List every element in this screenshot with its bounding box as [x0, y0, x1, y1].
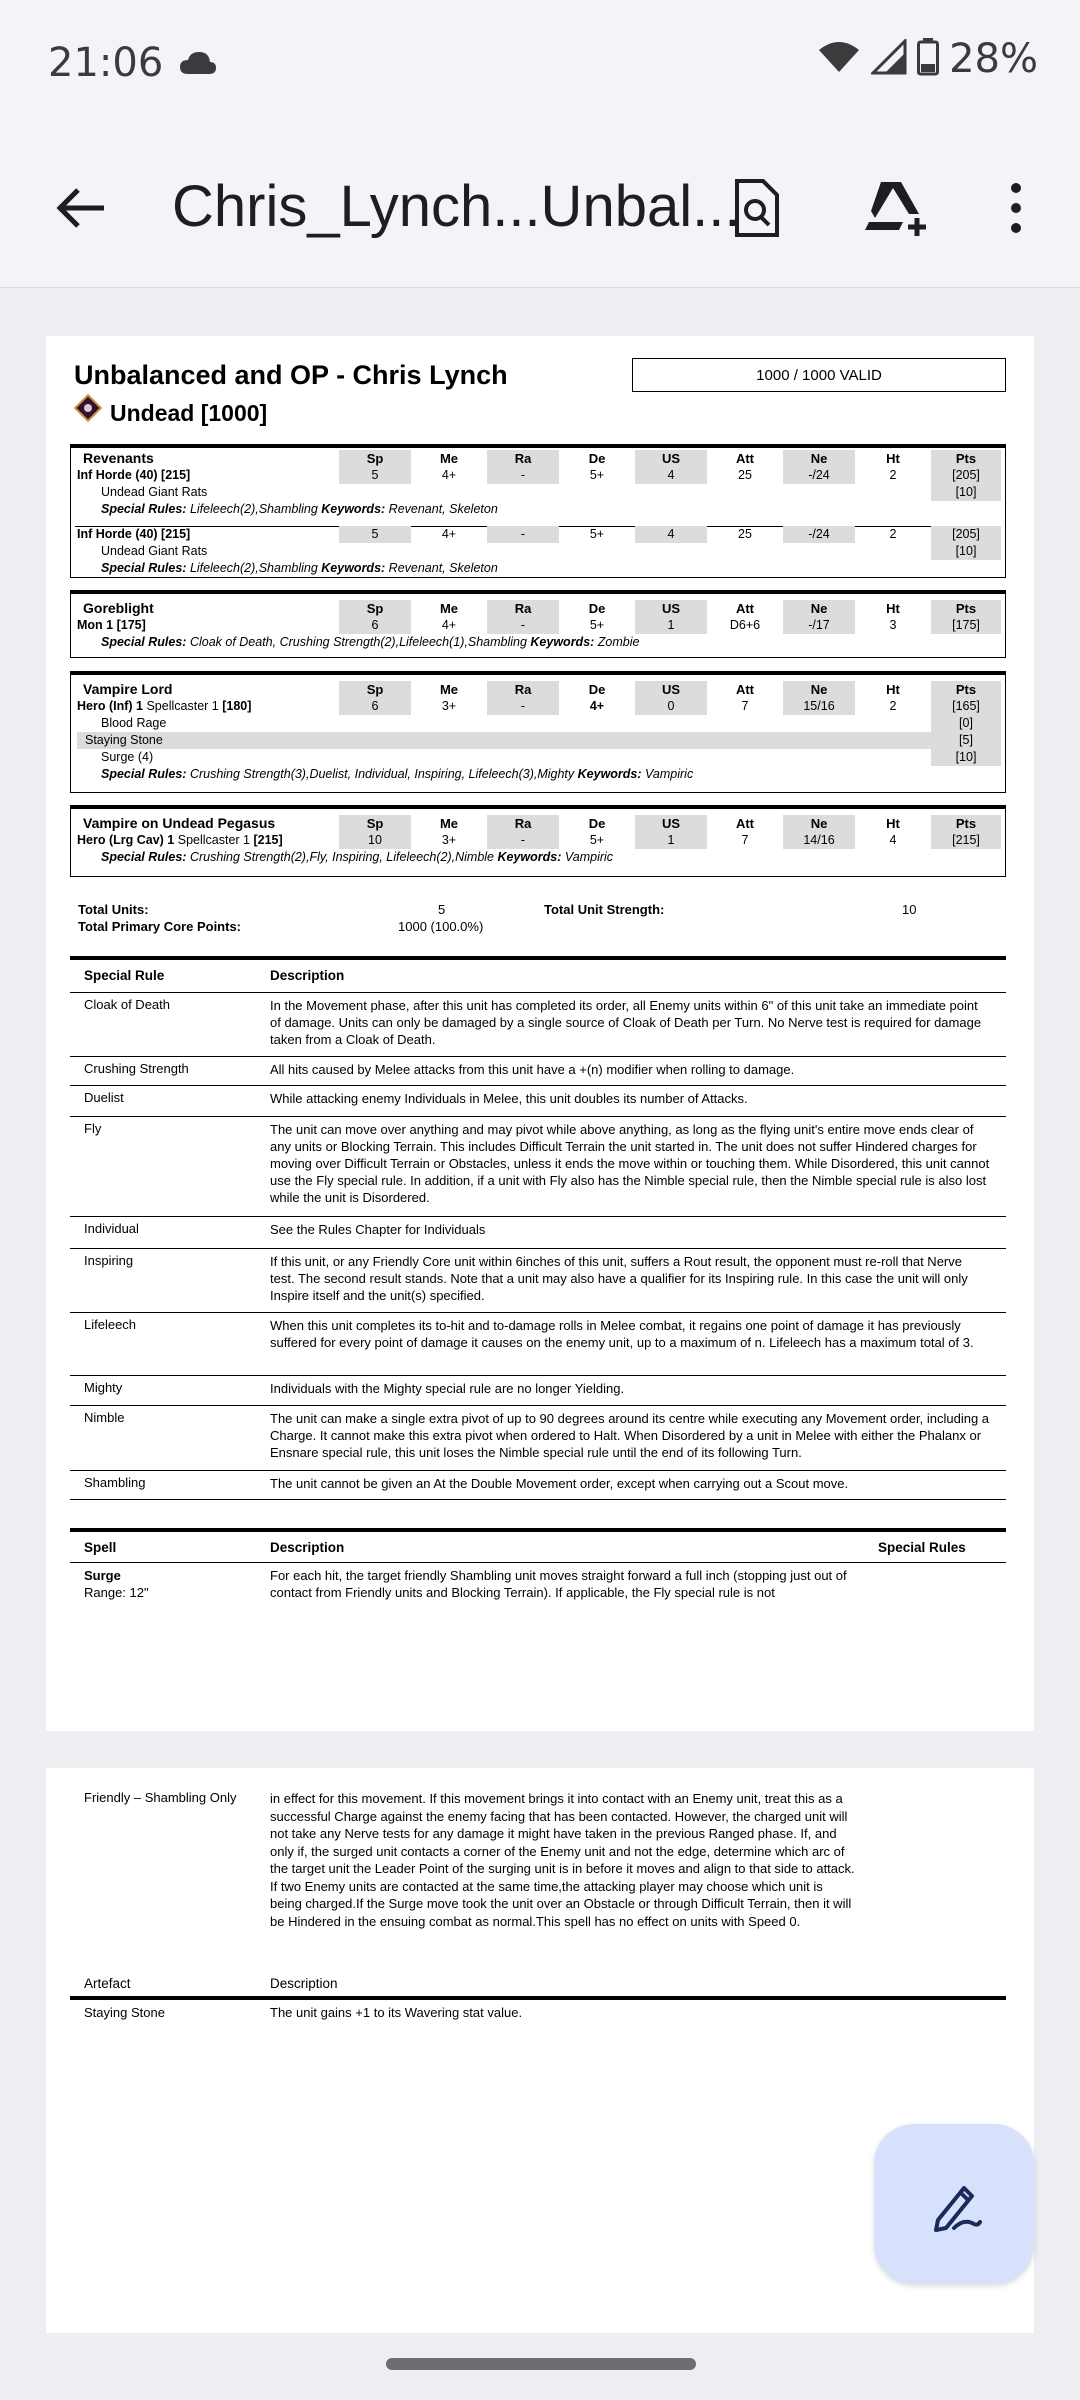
header-ra: Ra: [487, 600, 559, 617]
rule-name: Duelist: [84, 1090, 124, 1105]
battery-percent: 28%: [949, 36, 1038, 82]
points-valid-box: 1000 / 1000 VALID: [632, 358, 1006, 392]
annotate-pen-button[interactable]: [874, 2124, 1034, 2284]
row-shade: [77, 732, 997, 749]
special-rules-text: Crushing Strength(3),Duelist, Individual, Inspiring, Lifeleech(3),Mighty: [189, 767, 575, 781]
header-sp: Sp: [339, 600, 411, 617]
header-us: US: [635, 815, 707, 832]
status-time: 21:06: [48, 40, 164, 86]
special-rules-label: Special Rules:: [101, 767, 187, 781]
unit-cost: [180]: [222, 699, 252, 713]
status-bar: [0, 0, 1080, 128]
stat-ht: 2: [889, 468, 897, 482]
special-rules-header: [70, 956, 1006, 982]
stat-me: 4+: [441, 618, 457, 632]
stat-ht: 4: [889, 833, 897, 847]
rule-name: Lifeleech: [84, 1317, 137, 1332]
rule-row-nimble: [70, 1405, 1006, 1470]
unit-type: Hero (Lrg Cav) 1: [77, 833, 175, 847]
rule-row-shambling: [70, 1470, 1006, 1500]
spell-table-header: [70, 1528, 1006, 1554]
keywords-text: Revenant, Skeleton: [388, 502, 498, 516]
stat-ra: -: [487, 526, 559, 543]
header-me: Me: [439, 601, 459, 616]
unit-spellcaster: Spellcaster 1: [146, 699, 219, 713]
header-att: Att: [735, 451, 755, 466]
stat-us: 1: [635, 832, 707, 849]
total-core-value: 1000 (100.0%): [398, 919, 484, 934]
stat-ne: 15/16: [783, 698, 855, 715]
header-de: De: [588, 816, 606, 831]
stat-pts: [175]: [931, 617, 1001, 634]
rule-description: The unit can move over anything and may pivot while above anything, as long as the flying unit's entire move ends clear of any units or Blocking Terrain. This includes Difficult Terrain the unit started in. The unit does not suffer Hindered charges for moving over Difficult Terrain or Obstacles, unless it ends the move within or touching them. While Disordered, this unit cannot use the Fly special rule. In addition, if a unit with Fly also has the Nimble special rule, then the Nimble special rule is also lost while the unit is Disordered.: [270, 1122, 990, 1205]
rule-name: Nimble: [84, 1410, 125, 1425]
stat-ne: -/24: [783, 526, 855, 543]
undead-emblem-icon: [74, 394, 102, 427]
rule-description: While attacking enemy Individuals in Melee, this unit doubles its number of Attacks.: [270, 1091, 748, 1106]
artefact-row-staying-stone: [70, 2000, 1006, 2028]
upgrade-pts: [0]: [931, 715, 1001, 732]
header-us: US: [635, 681, 707, 698]
header-pts: Pts: [931, 681, 1001, 698]
total-strength-value: 10: [902, 902, 917, 917]
rule-row-cloak-of-death: [70, 992, 1006, 1056]
keywords-label: Keywords:: [497, 850, 562, 864]
unit-type: Hero (Inf) 1: [77, 699, 143, 713]
special-rules-line: [101, 560, 498, 577]
spell-target: Friendly – Shambling Only: [84, 1790, 237, 1805]
spell-name: Surge: [84, 1568, 121, 1583]
header-ra: Ra: [487, 681, 559, 698]
unit-name: Vampire on Undead Pegasus: [83, 815, 276, 831]
header-me: Me: [439, 682, 459, 697]
rule-row-fly: [70, 1116, 1006, 1216]
stat-me: 3+: [441, 833, 457, 847]
stat-ra: -: [487, 698, 559, 715]
spell-description-continued: in effect for this movement. If this movement brings it into contact with an Enemy unit, treat this as a successful Charge against the enemy facing that has been contacted. However, the charged unit will not take any Nerve tests for any damage it might have taken in the previous Ranged phase. If, and only if, the surged unit contacts a corner of the Enemy unit and not the edge, determine which arc of the target unit the Leader Point of the surging unit is in before it moves and align to that side to attack. If two Enemy units are contacted at the same time,the attacking player may choose which unit is being charged.If the Surge move took the unit over an Obstacle or through Difficult Terrain, then it will be Hindered in the ensuing combat as normal.This spell has no effect on units with Speed 0.: [270, 1791, 855, 1929]
header-pts: Pts: [931, 815, 1001, 832]
stat-us: 4: [635, 467, 707, 484]
keywords-label: Keywords:: [321, 502, 386, 516]
rule-row-mighty: [70, 1375, 1006, 1405]
stat-att: 25: [738, 527, 752, 541]
stat-de: 5+: [589, 618, 605, 632]
rule-name: Mighty: [84, 1380, 123, 1395]
special-rules-text: Lifeleech(2),Shambling: [189, 502, 318, 516]
stat-sp: 5: [339, 526, 411, 543]
stat-ht: 2: [889, 699, 897, 713]
header-spell: Spell: [84, 1540, 117, 1555]
stat-att: D6+6: [729, 618, 761, 632]
status-icons: [817, 36, 1038, 82]
header-ra: Ra: [487, 815, 559, 832]
header-me: Me: [439, 451, 459, 466]
unit-entry-label: [77, 832, 283, 849]
rule-row-inspiring: [70, 1248, 1006, 1312]
header-ra: Ra: [487, 450, 559, 467]
special-rules-label: Special Rules:: [101, 635, 187, 649]
stat-de: 5+: [589, 833, 605, 847]
stat-us: 0: [635, 698, 707, 715]
cloud-icon: [178, 50, 218, 81]
header-de: De: [588, 682, 606, 697]
stat-de: 4+: [589, 699, 605, 713]
stat-de: 5+: [589, 468, 605, 482]
header-de: De: [588, 451, 606, 466]
header-ne: Ne: [783, 681, 855, 698]
add-to-drive-icon[interactable]: [848, 160, 944, 256]
spell-description: For each hit, the target friendly Shambling unit moves straight forward a full inch (stopping just out of contact from Friendly units and Blocking Terrain). If applicable, the Fly special rule is not: [270, 1568, 847, 1600]
special-rules-label: Special Rules:: [101, 850, 187, 864]
unit-vampire-lord: [70, 671, 1006, 793]
special-rules-text: Crushing Strength(2),Fly, Inspiring, Lifeleech(2),Nimble: [189, 850, 494, 864]
stat-sp: 10: [339, 832, 411, 849]
stat-us: 1: [635, 617, 707, 634]
unit-entry-label: Mon 1 [175]: [77, 618, 146, 632]
header-pts: Pts: [931, 600, 1001, 617]
header-att: Att: [735, 682, 755, 697]
upgrade-name: Surge (4): [101, 750, 154, 764]
app-bar: [0, 128, 1080, 288]
header-ht: Ht: [886, 682, 900, 697]
rule-description: The unit can make a single extra pivot of up to 90 degrees around its centre while executing any Movement order, including a Charge. It cannot make this extra pivot when ordered to Halt. When Disordered by a unit in Melee with either the Phalanx or Ensnare special rule, this unit loses the Nimble special rule until the end of its following Turn.: [270, 1411, 990, 1460]
header-artefact: Artefact: [84, 1976, 131, 1991]
upgrade-name: Staying Stone: [85, 733, 163, 747]
stat-us: 4: [635, 526, 707, 543]
header-sp: Sp: [339, 815, 411, 832]
header-sp: Sp: [339, 681, 411, 698]
unit-entry-label: Inf Horde (40) [215]: [77, 468, 191, 482]
rule-name: Individual: [84, 1221, 139, 1236]
stat-ne: -/17: [783, 617, 855, 634]
upgrade-pts: [10]: [931, 484, 1001, 501]
keywords-text: Zombie: [597, 635, 640, 649]
rule-name: Crushing Strength: [84, 1061, 189, 1076]
header-ne: Ne: [783, 450, 855, 467]
rule-description: If this unit, or any Friendly Core unit within 6inches of this unit, suffers a Rout result, the opponent must re-roll that Nerve test. The second result stands. Note that a unit may also have a qualifier for its Inspiring rule. In this case the unit will only Inspire itself and the unit(s) specified.: [270, 1254, 968, 1303]
artefact-description: The unit gains +1 to its Wavering stat value.: [270, 2005, 523, 2020]
stat-ne: -/24: [783, 467, 855, 484]
army-faction: Undead [1000]: [110, 400, 268, 426]
rule-row-duelist: [70, 1085, 1006, 1116]
stat-me: 4+: [441, 468, 457, 482]
special-rules-line: [101, 766, 693, 783]
unit-vampire-pegasus: [70, 805, 1006, 877]
special-rules-line: [101, 634, 639, 651]
rule-name: Cloak of Death: [84, 997, 170, 1012]
pdf-page-1[interactable]: [46, 336, 1034, 1731]
keywords-label: Keywords:: [321, 561, 386, 575]
rule-description: All hits caused by Melee attacks from this unit have a +(n) modifier when rolling to damage.: [270, 1062, 795, 1077]
special-rules-line: [101, 849, 613, 866]
rule-description: Individuals with the Mighty special rule are no longer Yielding.: [270, 1381, 625, 1396]
stat-sp: 6: [339, 698, 411, 715]
stat-att: 25: [738, 468, 752, 482]
upgrade-pts: [10]: [931, 749, 1001, 766]
keywords-label: Keywords:: [577, 767, 642, 781]
upgrade-name: Undead Giant Rats: [101, 485, 208, 499]
header-ht: Ht: [886, 451, 900, 466]
header-sp: Sp: [339, 450, 411, 467]
army-list-title: Unbalanced and OP - Chris Lynch: [74, 360, 508, 390]
special-rules-line: [101, 501, 498, 518]
total-units-value: 5: [438, 902, 446, 917]
upgrade-pts: [5]: [931, 732, 1001, 749]
stat-sp: 6: [339, 617, 411, 634]
rule-row-lifeleech: [70, 1312, 1006, 1375]
more-options-icon[interactable]: [968, 160, 1064, 256]
header-special-rule: Special Rule: [84, 968, 165, 983]
stat-sp: 5: [339, 467, 411, 484]
upgrade-pts: [10]: [931, 543, 1001, 560]
special-rules-text: Lifeleech(2),Shambling: [189, 561, 318, 575]
keywords-text: Vampiric: [645, 767, 694, 781]
stat-att: 7: [741, 833, 749, 847]
artefact-table-header: [70, 1974, 1006, 2000]
spell-range: Range: 12": [84, 1585, 149, 1600]
header-me: Me: [439, 816, 459, 831]
stat-pts: [215]: [931, 832, 1001, 849]
signal-icon: [871, 39, 907, 80]
artefact-name: Staying Stone: [84, 2005, 165, 2020]
rule-description: The unit cannot be given an At the Double Movement order, except when carrying out a Scout move.: [270, 1476, 849, 1491]
header-description: Description: [270, 1976, 338, 1991]
header-att: Att: [735, 816, 755, 831]
search-document-icon[interactable]: [708, 160, 804, 256]
total-core-label: Total Primary Core Points:: [78, 919, 242, 934]
wifi-icon: [817, 40, 861, 79]
header-ne: Ne: [783, 815, 855, 832]
stat-pts: [205]: [931, 467, 1001, 484]
unit-name: Goreblight: [83, 600, 154, 616]
battery-icon: [917, 38, 939, 81]
rule-description: See the Rules Chapter for Individuals: [270, 1222, 486, 1237]
unit-spellcaster: Spellcaster 1: [177, 833, 250, 847]
keywords-text: Revenant, Skeleton: [388, 561, 498, 575]
stat-me: 3+: [441, 699, 457, 713]
unit-revenants: [70, 444, 1006, 578]
header-us: US: [635, 600, 707, 617]
special-rules-label: Special Rules:: [101, 502, 187, 516]
rule-name: Shambling: [84, 1475, 146, 1490]
back-arrow-icon[interactable]: [32, 160, 128, 256]
unit-cost: [215]: [253, 833, 283, 847]
stat-ra: -: [487, 617, 559, 634]
rule-description: When this unit completes its to-hit and to-damage rolls in Melee combat, it regains one point of damage it has previously suffered for every point of damage it causes on the enemy unit, up to a maximum of n. Lifeleech has a maximum total of 3.: [270, 1318, 974, 1350]
stat-ne: 14/16: [783, 832, 855, 849]
header-ht: Ht: [886, 601, 900, 616]
upgrade-name: Blood Rage: [101, 716, 167, 730]
stat-me: 4+: [441, 527, 457, 541]
header-special-rules: Special Rules: [878, 1540, 966, 1555]
special-rules-text: Cloak of Death, Crushing Strength(2),Lifeleech(1),Shambling: [189, 635, 527, 649]
unit-name: Vampire Lord: [83, 681, 173, 697]
special-rules-label: Special Rules:: [101, 561, 187, 575]
stat-de: 5+: [589, 527, 605, 541]
rule-description: In the Movement phase, after this unit has completed its order, all Enemy units within 6" of this unit take an immediate point of damage. Units can only be damaged by a single source of Cloak of Death per Turn. No Nerve test is required for damage taken from a Cloak of Death.: [270, 998, 982, 1047]
total-units-label: Total Units:: [78, 902, 149, 917]
rule-row-individual: [70, 1216, 1006, 1248]
stat-ra: -: [487, 467, 559, 484]
header-us: US: [635, 450, 707, 467]
total-strength-label: Total Unit Strength:: [544, 902, 665, 917]
stat-ht: 2: [889, 527, 897, 541]
header-ne: Ne: [783, 600, 855, 617]
stat-pts: [165]: [931, 698, 1001, 715]
keywords-label: Keywords:: [530, 635, 595, 649]
header-de: De: [588, 601, 606, 616]
header-description: Description: [270, 1540, 345, 1555]
stat-att: 7: [741, 699, 749, 713]
header-att: Att: [735, 601, 755, 616]
header-ht: Ht: [886, 816, 900, 831]
header-description: Description: [270, 968, 345, 983]
header-pts: Pts: [931, 450, 1001, 467]
stat-pts: [205]: [931, 526, 1001, 543]
pen-icon: [924, 2174, 984, 2234]
stat-ht: 3: [889, 618, 897, 632]
stat-ra: -: [487, 832, 559, 849]
rule-name: Fly: [84, 1121, 102, 1136]
unit-entry-label: [77, 698, 251, 715]
unit-goreblight: [70, 590, 1006, 658]
rule-row-crushing-strength: [70, 1056, 1006, 1085]
unit-entry-label: Inf Horde (40) [215]: [77, 527, 191, 541]
document-title: Chris_Lynch...Unbal...: [172, 174, 741, 239]
upgrade-name: Undead Giant Rats: [101, 544, 208, 558]
home-indicator[interactable]: [386, 2358, 696, 2370]
rule-name: Inspiring: [84, 1253, 134, 1268]
keywords-text: Vampiric: [564, 850, 614, 864]
spell-row-surge: [70, 1562, 1006, 1622]
unit-name: Revenants: [83, 450, 154, 466]
